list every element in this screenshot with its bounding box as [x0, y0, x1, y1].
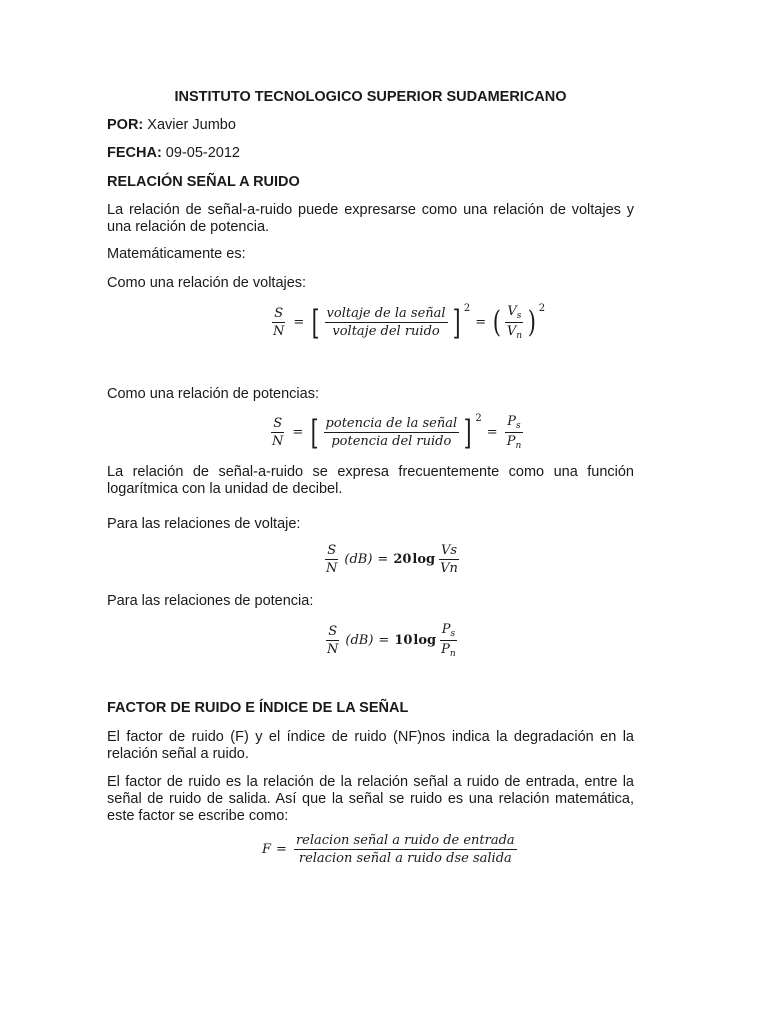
frac-s-n-2: $\frac{S}{N}$: [272, 416, 284, 449]
section1-heading: RELACIÓN SEÑAL A RUIDO: [107, 174, 300, 190]
date-label: FECHA:: [107, 145, 162, 161]
author-label: POR:: [107, 117, 144, 133]
section2-para1: El factor de ruido (F) y el índice de ruido (NF)nos indica la degradación en la relación señal a ruido.: [107, 729, 634, 762]
power-rel-intro: Para las relaciones de potencia:: [107, 593, 314, 609]
frac-s-n: $\frac{S}{N}$: [273, 306, 285, 339]
math-intro: Matemáticamente es:: [107, 246, 246, 262]
formula-voltage-ratio: $\frac{S}{N}$ = [ $\frac{\text{voltaje de la señal}}{\text{voltaje del ruido}}$ ] 2 = ( $\frac{V_s}{V_n}$ ) 2: [273, 302, 546, 343]
institute-title: INSTITUTO TECNOLOGICO SUPERIOR SUDAMERICANO: [174, 89, 567, 105]
frac-vs-vn: $\frac{V_s}{V_n}$: [506, 304, 522, 341]
voltage-intro: Como una relación de voltajes:: [107, 275, 307, 291]
section2-heading: FACTOR DE RUIDO E ÍNDICE DE LA SEÑAL: [107, 700, 409, 716]
document-page: [107, 0, 634, 1024]
frac-ps-pn: $\frac{P_s}{P_n}$: [506, 414, 522, 451]
power-intro: Como una relación de potencias:: [107, 386, 319, 402]
section2-para2: El factor de ruido es la relación de la relación señal a ruido de entrada, entre la señal de ruido de salida. Así que la señal se ruido es una relación matemática, este factor se escribe como:: [107, 774, 634, 824]
date-line: [107, 144, 240, 162]
formula-voltage-db: $\frac{S}{N}$ (dB) = 20 log $\frac{Vs}{Vn}$: [326, 543, 458, 576]
author-value: Xavier Jumbo: [143, 117, 236, 133]
frac-voltage-words: $\frac{\text{voltaje de la señal}}{\text{voltaje del ruido}}$: [326, 306, 446, 339]
formula-noise-factor: F = $\frac{\text{relacion señal a ruido de entrada}}{\text{relacion señal a ruido dse salida}}$: [262, 833, 515, 866]
voltage-rel-intro: Para las relaciones de voltaje:: [107, 516, 301, 532]
formula-power-db: $\frac{S}{N}$ (dB) = 10 log $\frac{P_s}{P_n}$: [327, 622, 456, 659]
formula-power-ratio: $\frac{S}{N}$ = [ $\frac{\text{potencia de la señal}}{\text{potencia del ruido}}$ ] 2 = $\frac{P_s}{P_n}$: [272, 412, 522, 453]
author-line: [107, 116, 236, 134]
log-text: La relación de señal-a-ruido se expresa frecuentemente como una función logarítmica con la unidad de decibel.: [107, 464, 634, 497]
frac-power-words: $\frac{\text{potencia de la señal}}{\text{potencia del ruido}}$: [325, 416, 458, 449]
frac-noise-factor: $\frac{\text{relacion señal a ruido de entrada}}{\text{relacion señal a ruido dse salida}}$: [295, 833, 515, 866]
date-value: 09-05-2012: [161, 145, 240, 161]
section1-intro: La relación de señal-a-ruido puede expresarse como una relación de voltajes y una relación de potencia.: [107, 202, 634, 235]
